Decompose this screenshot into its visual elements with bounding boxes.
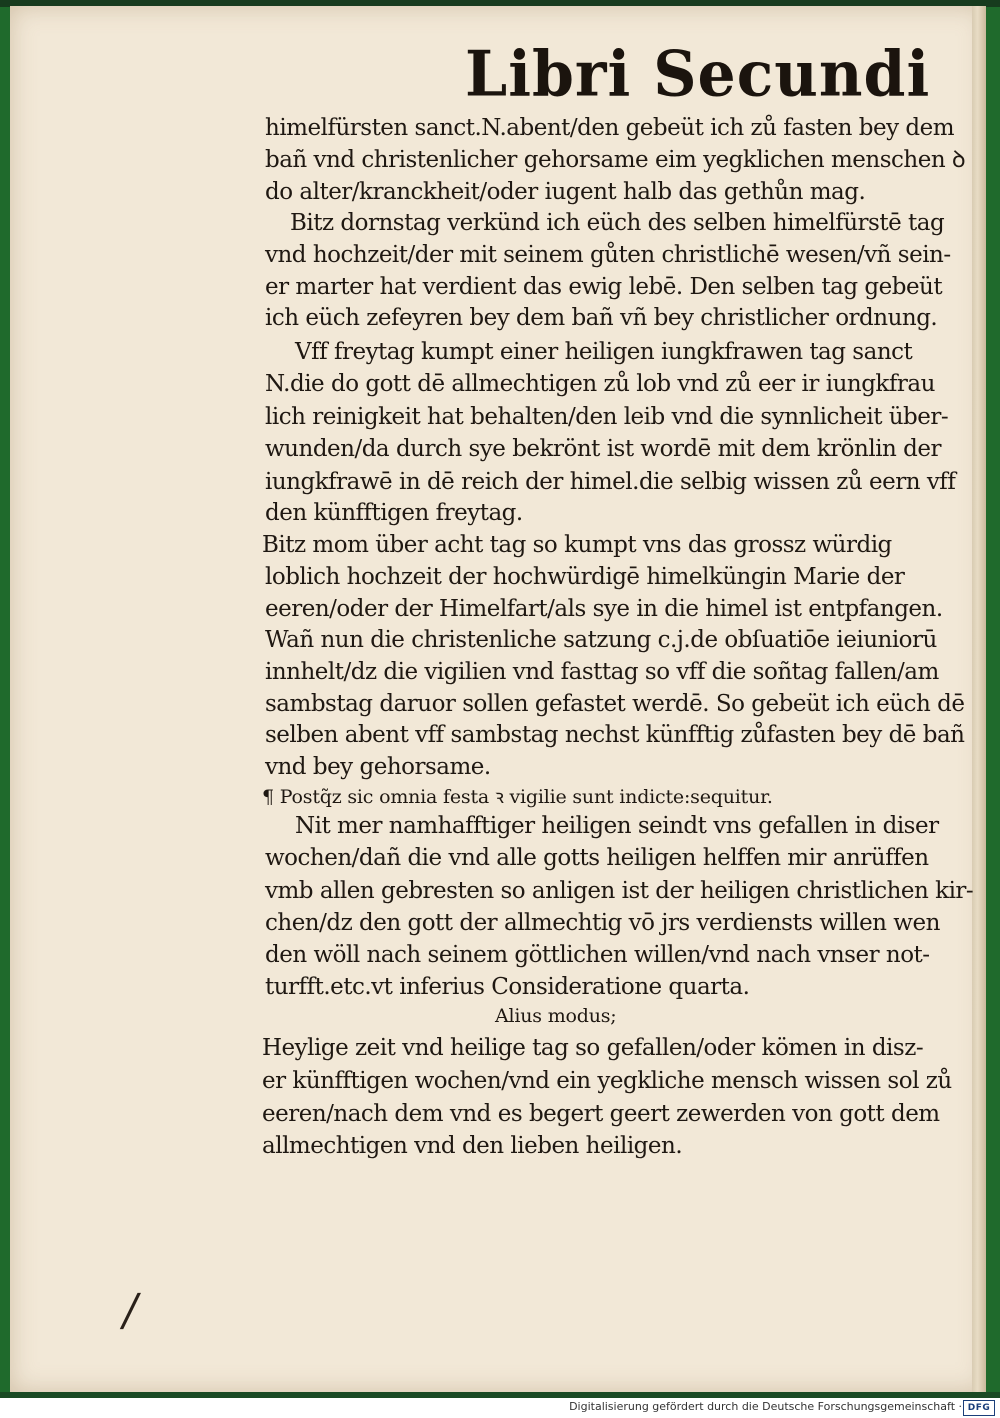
text-line: vnd hochzeit/der mit seinem gůten christlichē wesen/vñ sein- bbox=[265, 242, 951, 268]
text-line: vnd bey gehorsame. bbox=[265, 754, 491, 780]
text-line: ¶ Postq̃z sic omnia festa ꝛ vigilie sunt indicte:sequitur. bbox=[262, 786, 773, 808]
text-line: N.die do gott dē allmechtigen zů lob vnd zů eer ir iungkfrau bbox=[265, 371, 935, 397]
text-line: Nit mer namhafftiger heiligen seindt vns gefallen in diser bbox=[295, 813, 939, 839]
text-line: Bitz mom über acht tag so kumpt vns das grossz würdig bbox=[262, 532, 892, 558]
text-line: wunden/da durch sye bekrönt ist wordē mit dem krönlin der bbox=[265, 436, 942, 462]
margin-mark: / bbox=[118, 1285, 143, 1336]
text-line: innhelt/dz die vigilien vnd fasttag so vff die soñtag fallen/am bbox=[265, 659, 939, 685]
text-line: bañ vnd christenlicher gehorsame eim yegklichen menschen ꝺ bbox=[265, 147, 966, 173]
text-line: eeren/nach dem vnd es begert geert zewerden von gott dem bbox=[262, 1101, 940, 1127]
text-line: do alter/kranckheit/oder iugent halb das gethůn mag. bbox=[265, 179, 866, 205]
page-header: Libri Secundi bbox=[465, 38, 931, 112]
text-line: loblich hochzeit der hochwürdigē himelküngin Marie der bbox=[265, 564, 905, 590]
text-line: himelfürsten sanct.N.abent/den gebeüt ich zů fasten bey dem bbox=[265, 115, 955, 141]
text-line: sambstag daruor sollen gefastet werdē. So gebeüt ich eüch dē bbox=[265, 691, 965, 717]
text-line: ich eüch zefeyren bey dem bañ vñ bey christlicher ordnung. bbox=[265, 305, 938, 331]
text-line: wochen/dañ die vnd alle gotts heiligen helffen mir anrüffen bbox=[265, 845, 929, 871]
text-line: Alius modus; bbox=[495, 1005, 617, 1027]
text-line: Wañ nun die christenliche satzung c.j.de obſuatiōe ieiuniorū bbox=[265, 627, 937, 653]
text-line: vmb allen gebresten so anligen ist der heiligen christlichen kir- bbox=[265, 878, 974, 904]
text-line: den künfftigen freytag. bbox=[265, 500, 523, 526]
text-line: iungkfrawē in dē reich der himel.die selbig wissen zů eern vff bbox=[265, 469, 956, 495]
text-line: turfft.etc.vt inferius Consideratione quarta. bbox=[265, 974, 750, 1000]
text-line: Bitz dornstag verkünd ich eüch des selben himelfürstē tag bbox=[290, 210, 945, 236]
dfg-logo[interactable]: DFG bbox=[963, 1400, 995, 1416]
funding-notice: Digitalisierung gefördert durch die Deutsche Forschungsgemeinschaft · bbox=[569, 1400, 962, 1413]
text-line: lich reinigkeit hat behalten/den leib vnd die synnlicheit über- bbox=[265, 404, 949, 430]
text-line: allmechtigen vnd den lieben heiligen. bbox=[262, 1133, 683, 1159]
text-line: Heylige zeit vnd heilige tag so gefallen/oder kömen in disz- bbox=[262, 1035, 924, 1061]
footer-bar bbox=[0, 1398, 1000, 1418]
text-line: er marter hat verdient das ewig lebē. Den selben tag gebeüt bbox=[265, 274, 943, 300]
page-fold-edge bbox=[972, 6, 986, 1392]
text-line: den wöll nach seinem göttlichen willen/vnd nach vnser not- bbox=[265, 942, 930, 968]
text-line: selben abent vff sambstag nechst künfftig zůfasten bey dē bañ bbox=[265, 722, 965, 748]
text-line: eeren/oder der Himelfart/als sye in die himel ist entpfangen. bbox=[265, 596, 943, 622]
text-line: Vff freytag kumpt einer heiligen iungkfrawen tag sanct bbox=[295, 339, 913, 365]
text-line: chen/dz den gott der allmechtig vō jrs verdiensts willen wen bbox=[265, 910, 940, 936]
text-line: er künfftigen wochen/vnd ein yegkliche mensch wissen sol zů bbox=[262, 1068, 952, 1094]
